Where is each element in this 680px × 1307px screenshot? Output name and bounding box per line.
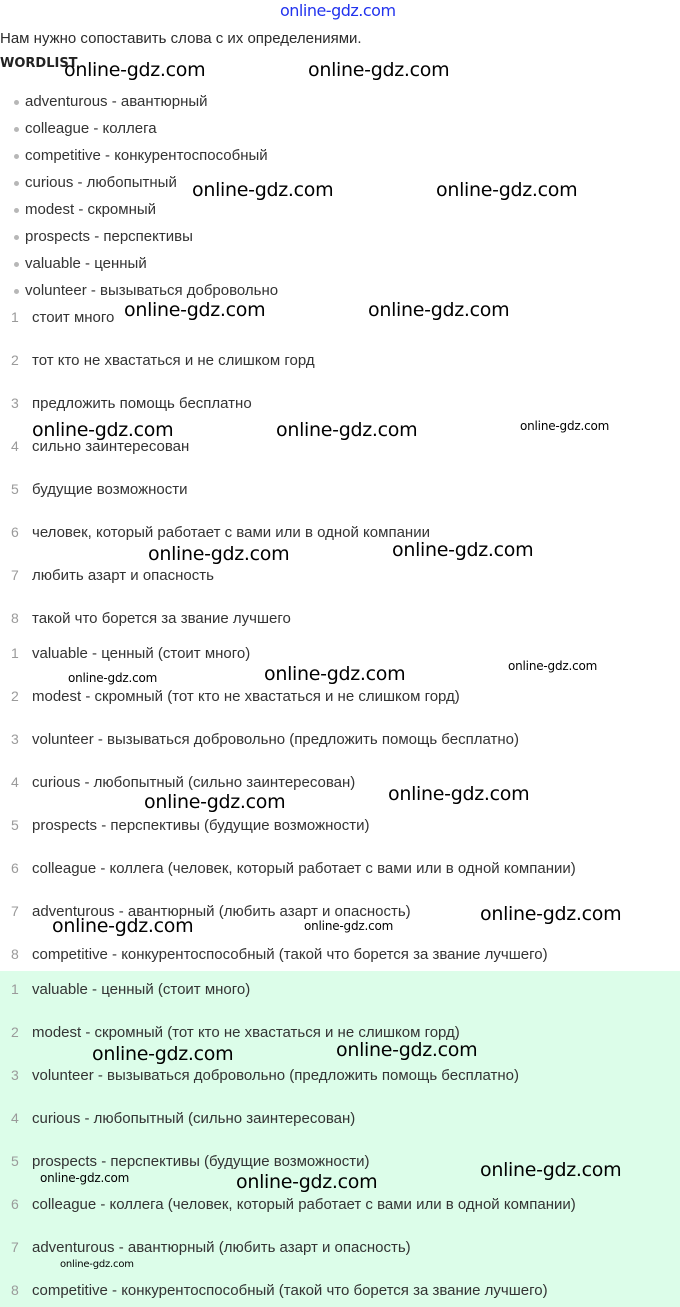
match-item [11, 688, 460, 705]
definition-item [11, 309, 114, 326]
match-item [11, 645, 250, 662]
answer-text: adventurous - авантюрный (любить азарт и опасность) [32, 1239, 411, 1256]
wordlist-item-text: prospects - перспективы [25, 228, 193, 245]
bullet-icon [14, 235, 19, 240]
answer-item [11, 1239, 411, 1256]
bullet-icon [14, 181, 19, 186]
wordlist-item-text: modest - скромный [25, 201, 157, 218]
item-number: 1 [11, 645, 19, 661]
wordlist-item-text: valuable - ценный [25, 255, 147, 272]
watermark: online-gdz.com [32, 419, 174, 441]
wordlist-item [14, 282, 278, 299]
match-text: colleague - коллега (человек, который работает с вами или в одной компании) [32, 860, 576, 877]
watermark: online-gdz.com [520, 419, 610, 433]
watermark: online-gdz.com [64, 59, 206, 81]
match-text: valuable - ценный (стоит много) [32, 645, 251, 662]
item-number: 4 [11, 438, 19, 454]
watermark: online-gdz.com [148, 543, 290, 565]
item-number: 3 [11, 395, 19, 411]
definition-item [11, 567, 214, 584]
watermark: online-gdz.com [276, 419, 418, 441]
answer-item [11, 1282, 548, 1299]
match-item [11, 731, 519, 748]
item-number: 4 [11, 1110, 19, 1126]
item-number: 5 [11, 481, 19, 497]
bullet-icon [14, 100, 19, 105]
answer-text: prospects - перспективы (будущие возможности) [32, 1153, 370, 1170]
wordlist-item-text: curious - любопытный [25, 174, 177, 191]
item-number: 3 [11, 731, 19, 747]
wordlist-item [14, 93, 208, 110]
wordlist-item-text: adventurous - авантюрный [25, 93, 208, 110]
watermark: online-gdz.com [436, 179, 578, 201]
item-number: 1 [11, 981, 19, 997]
match-item [11, 774, 355, 791]
item-number: 8 [11, 610, 19, 626]
answer-text: competitive - конкурентоспособный (такой что борется за звание лучшего) [32, 1282, 548, 1299]
watermark: online-gdz.com [480, 903, 622, 925]
definition-item [11, 610, 291, 627]
definition-item [11, 524, 430, 541]
answer-text: valuable - ценный (стоит много) [32, 981, 251, 998]
definition-text: сильно заинтересован [32, 438, 190, 455]
definition-text: стоит много [32, 309, 115, 326]
answer-item [11, 1110, 355, 1127]
item-number: 6 [11, 860, 19, 876]
bullet-icon [14, 289, 19, 294]
watermark: online-gdz.com [508, 659, 598, 673]
match-text: modest - скромный (тот кто не хвастаться и не слишком горд) [32, 688, 460, 705]
answer-item [11, 1196, 576, 1213]
watermark: online-gdz.com [92, 1043, 234, 1065]
match-text: competitive - конкурентоспособный (такой что борется за звание лучшего) [32, 946, 548, 963]
watermark: online-gdz.com [68, 671, 158, 685]
watermark: online-gdz.com [336, 1039, 478, 1061]
answer-item [11, 1153, 370, 1170]
answer-text: curious - любопытный (сильно заинтересован) [32, 1110, 356, 1127]
match-text: curious - любопытный (сильно заинтересован) [32, 774, 356, 791]
match-item [11, 946, 548, 963]
item-number: 7 [11, 1239, 19, 1255]
item-number: 7 [11, 567, 19, 583]
wordlist-item [14, 120, 157, 137]
answer-text: volunteer - вызываться добровольно (предложить помощь бесплатно) [32, 1067, 519, 1084]
wordlist-item-text: colleague - коллега [25, 120, 157, 137]
bullet-icon [14, 127, 19, 132]
bullet-icon [14, 262, 19, 267]
item-number: 2 [11, 352, 19, 368]
item-number: 7 [11, 903, 19, 919]
wordlist-item [14, 201, 156, 218]
wordlist-item [14, 147, 268, 164]
item-number: 4 [11, 774, 19, 790]
item-number: 6 [11, 1196, 19, 1212]
match-text: volunteer - вызываться добровольно (предложить помощь бесплатно) [32, 731, 519, 748]
watermark: online-gdz.com [264, 663, 406, 685]
definition-text: будущие возможности [32, 481, 188, 498]
intro-text: Нам нужно сопоставить слова с их определениями. [0, 30, 362, 47]
answer-item [11, 981, 250, 998]
wordlist-item-text: volunteer - вызываться добровольно [25, 282, 279, 299]
watermark: online-gdz.com [124, 299, 266, 321]
item-number: 5 [11, 817, 19, 833]
answer-item [11, 1067, 519, 1084]
wordlist-item [14, 174, 177, 191]
watermark: online-gdz.com [144, 791, 286, 813]
definition-text: человек, который работает с вами или в одной компании [32, 524, 430, 541]
item-number: 8 [11, 1282, 19, 1298]
item-number: 2 [11, 1024, 19, 1040]
item-number: 5 [11, 1153, 19, 1169]
wordlist-item-text: competitive - конкурентоспособный [25, 147, 268, 164]
watermark: online-gdz.com [308, 59, 450, 81]
watermark: online-gdz.com [192, 179, 334, 201]
watermark: online-gdz.com [60, 1259, 134, 1270]
definition-item [11, 352, 315, 369]
watermark: online-gdz.com [392, 539, 534, 561]
definition-item [11, 481, 188, 498]
bullet-icon [14, 154, 19, 159]
definition-text: тот кто не хвастаться и не слишком горд [32, 352, 315, 369]
watermark: online-gdz.com [52, 915, 194, 937]
watermark: online-gdz.com [40, 1171, 130, 1185]
item-number: 2 [11, 688, 19, 704]
match-text: prospects - перспективы (будущие возможности) [32, 817, 370, 834]
wordlist-item [14, 228, 193, 245]
top-watermark: online-gdz.com [280, 1, 396, 20]
answer-text: modest - скромный (тот кто не хвастаться и не слишком горд) [32, 1024, 460, 1041]
watermark: online-gdz.com [304, 919, 394, 933]
definition-text: предложить помощь бесплатно [32, 395, 252, 412]
item-number: 6 [11, 524, 19, 540]
watermark: online-gdz.com [236, 1171, 378, 1193]
match-text: adventurous - авантюрный (любить азарт и опасность) [32, 903, 411, 920]
answer-box [0, 971, 680, 1307]
item-number: 8 [11, 946, 19, 962]
wordlist-heading: WORDLIST [0, 56, 78, 71]
watermark: online-gdz.com [480, 1159, 622, 1181]
item-number: 3 [11, 1067, 19, 1083]
watermark: online-gdz.com [368, 299, 510, 321]
match-item [11, 817, 370, 834]
item-number: 1 [11, 309, 19, 325]
watermark: online-gdz.com [388, 783, 530, 805]
definition-text: такой что борется за звание лучшего [32, 610, 291, 627]
bullet-icon [14, 208, 19, 213]
match-item [11, 860, 576, 877]
answer-text: colleague - коллега (человек, который работает с вами или в одной компании) [32, 1196, 576, 1213]
wordlist-item [14, 255, 147, 272]
definition-item [11, 395, 252, 412]
definition-text: любить азарт и опасность [32, 567, 214, 584]
